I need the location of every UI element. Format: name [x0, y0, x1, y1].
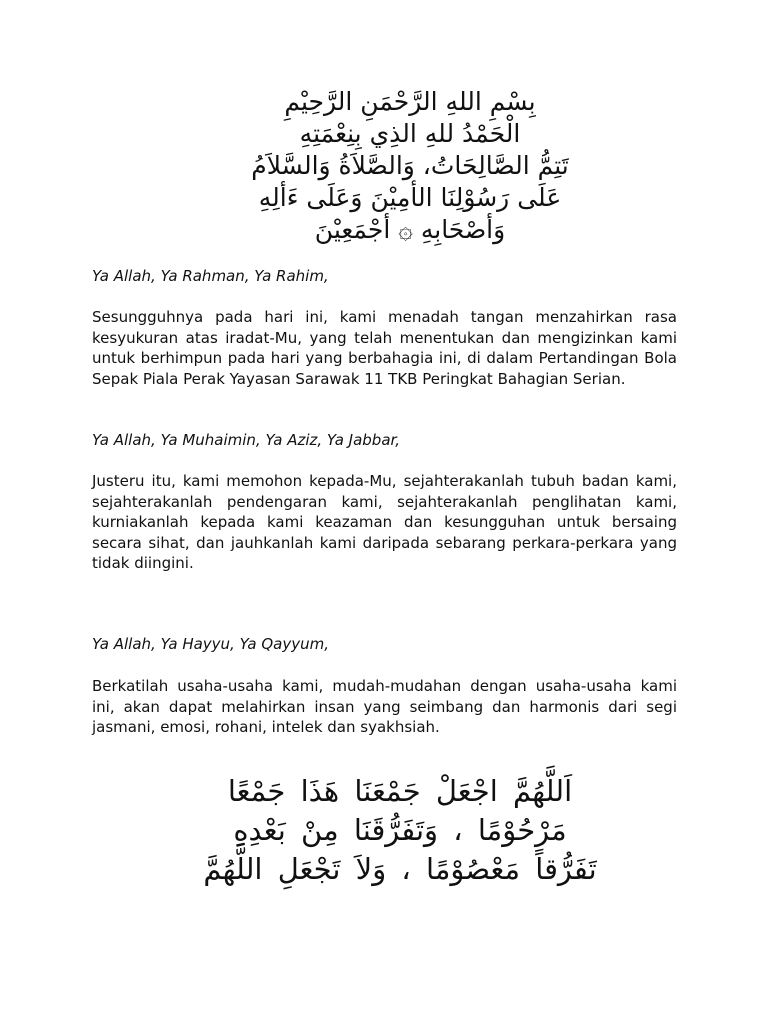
arabic-opening-line-5: وَأصْحَابِهِ ۞ أجْمَعِيْنَ	[314, 215, 506, 244]
invocation-3: Ya Allah, Ya Hayyu, Ya Qayyum,	[92, 635, 329, 653]
arabic-closing-line-2: مَرْحُوْمًا ، وَتَفَرُّقَنَا مِنْ بَعْدِهِ	[233, 813, 567, 847]
paragraph-3: Berkatilah usaha-usaha kami, mudah-mudahan dengan usaha-usaha kami ini, akan dapat melahirkan insan yang seimbang dan harmonis dari segi jasmani, emosi, rohani, intelek dan syakhsiah.	[92, 677, 677, 736]
arabic-opening-line-4: عَلَى رَسُوْلِنَا الأمِيْنَ وَعَلَى ءَألِهِ	[258, 183, 562, 212]
arabic-opening-line-3: تَتِمُّ الصَّالِحَاتُ، وَالصَّلاَةُ وَالسَّلاَمُ	[251, 151, 569, 180]
paragraph-2: Justeru itu, kami memohon kepada-Mu, sejahterakanlah tubuh badan kami, sejahterakanlah pendengaran kami, sejahterakanlah penglihatan kami, kurniakanlah kepada kami keazaman dan kesungguhan untuk bersaing secara sihat, dan jauhkanlah kami daripada sebarang perkara-perkara yang tidak diingini.	[92, 472, 677, 572]
arabic-opening-prayer	[150, 86, 670, 246]
arabic-opening-line-2: الْحَمْدُ للهِ الذِي بِنِعْمَتِهِ	[299, 119, 521, 148]
invocation-2: Ya Allah, Ya Muhaimin, Ya Aziz, Ya Jabbar,	[92, 431, 401, 449]
arabic-closing-line-3: تَفَرُّقاً مَعْصُوْمًا ، وَلاَ تَجْعَلِ اللَّهُمَّ	[203, 852, 597, 886]
arabic-opening-line-1: بِسْمِ اللهِ الرَّحْمَنِ الرَّحِيْمِ	[284, 87, 536, 116]
arabic-closing-prayer	[100, 772, 700, 889]
invocation-1: Ya Allah, Ya Rahman, Ya Rahim,	[92, 267, 329, 285]
paragraph-1: Sesungguhnya pada hari ini, kami menadah tangan menzahirkan rasa kesyukuran atas iradat-Mu, yang telah menentukan dan mengizinkan kami untuk berhimpun pada hari yang berbahagia ini, di dalam Pertandingan Bola Sepak Piala Perak Yayasan Sarawak 11 TKB Peringkat Bahagian Serian.	[92, 308, 677, 388]
arabic-closing-line-1: اَللَّهُمَّ اجْعَلْ جَمْعَنَا هَذَا جَمْعًا	[227, 774, 573, 808]
